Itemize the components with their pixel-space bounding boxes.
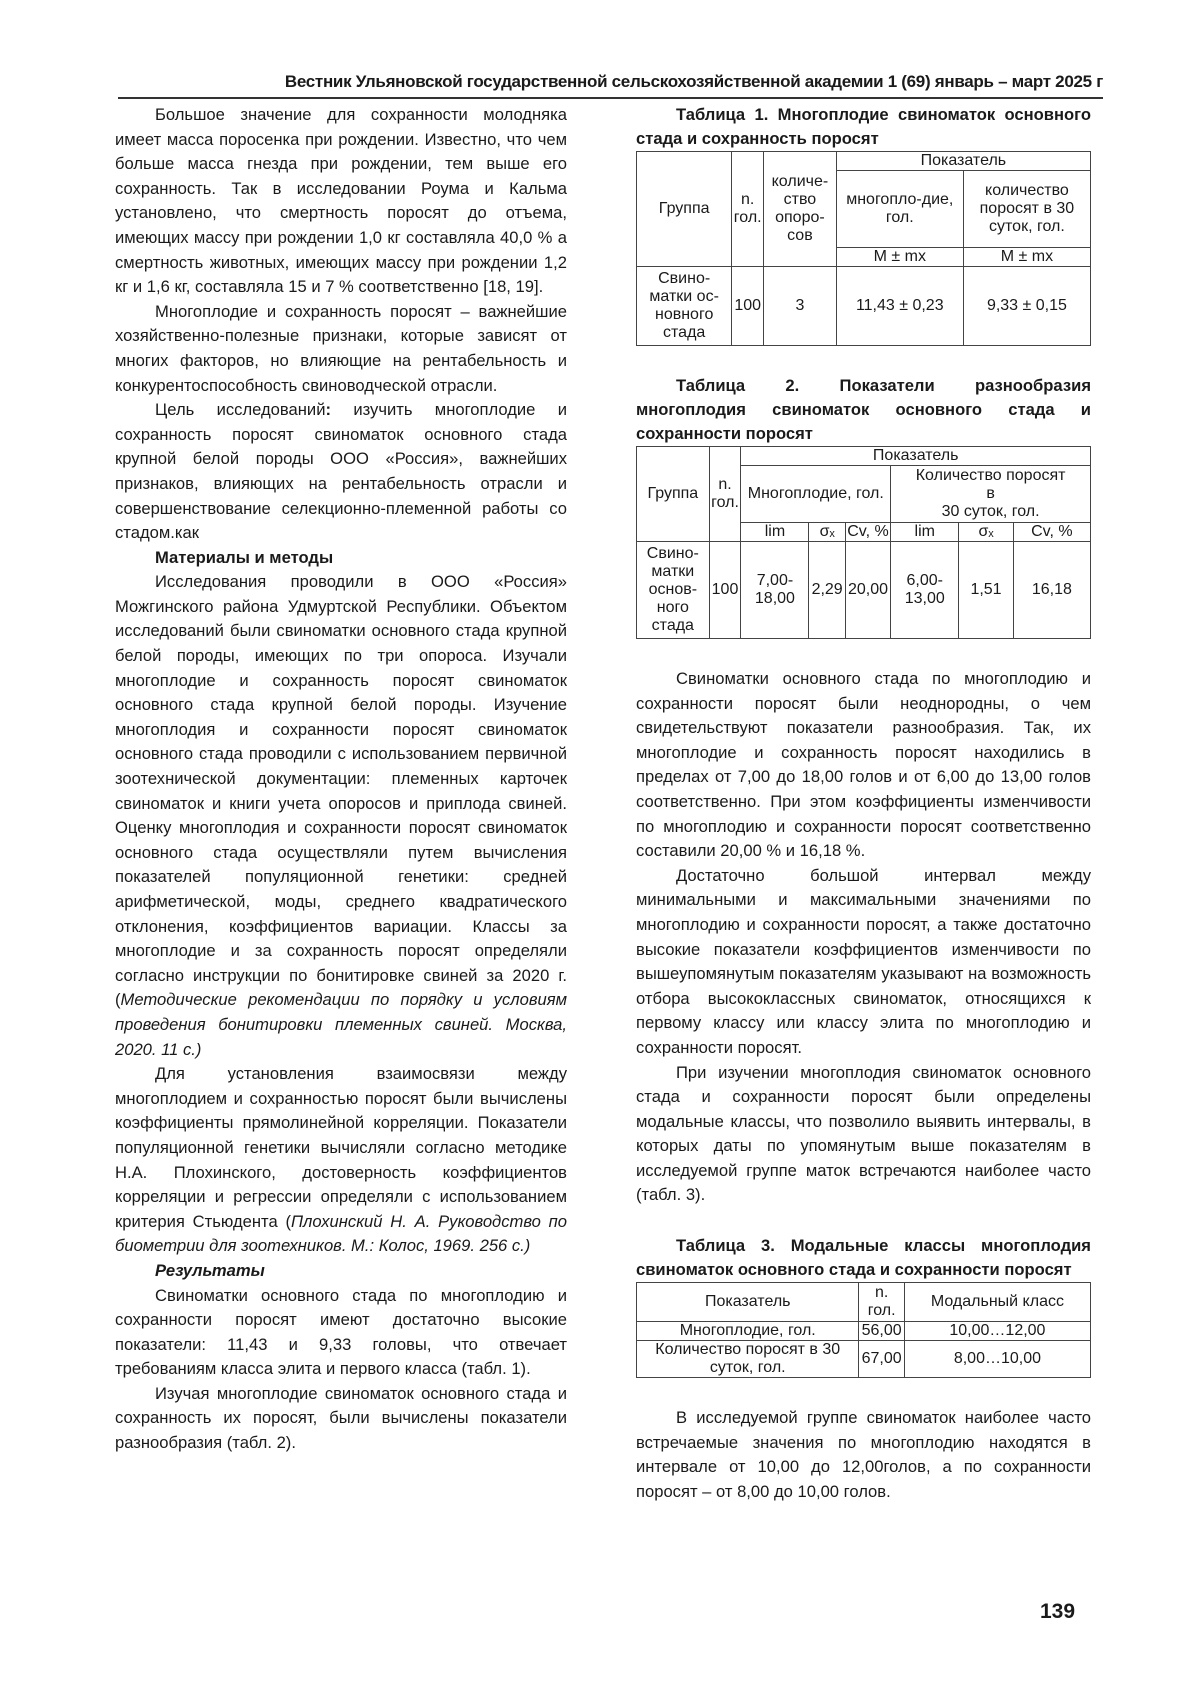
correlation-text: Для установления взаимосвязи между многоплодием и сохранностью поросят были вычислены коэффициенты прямолинейной корреляции. Показатели популяционной генетики вычисляли согласно методике Н.А. Плохинского, достоверность коэффициентов корреляции и регрессии определяли с использованием критерия Стьюдента ( xyxy=(115,1064,567,1231)
left-column xyxy=(115,103,567,1456)
t1-header-mean-1: M ± mx xyxy=(836,248,963,267)
section-heading-methods: Материалы и методы xyxy=(155,547,334,567)
paragraph-selection: Достаточно большой интервал между минимальными и максимальными значениями по многоплодию и сохранности поросят, а также достаточно высокие показатели коэффициентов изменчивости по вышеупомянутым показателям указывают на возможность отбора высококлассных свиноматок, относящихся к первому классу или классу элита по многоплодию и сохранности поросят. xyxy=(636,865,1091,1057)
t2-header-piglets30-line1: Количество поросят xyxy=(915,467,1066,484)
t2-cell-group: Свино-матки основ-ного стада xyxy=(637,542,710,639)
paragraph-conclusion: В исследуемой группе свиноматок наиболее часто встречаемые значения по многоплодию находятся в интервале от 10,00 до 12,00голов, а по сохранности поросят – от 8,00 до 10,00 голов. xyxy=(636,1408,1091,1501)
t3-cell-modal: 10,00…12,00 xyxy=(904,1322,1090,1341)
t2-header-lim-1: lim xyxy=(741,523,809,542)
methods-text: Исследования проводили в ООО «Россия» Можгинского района Удмуртской Республики. Объектом исследований были свиноматки основного стада крупной белой породы, имеющих по три опороса. Изучали многоплодие и сохранность поросят свиноматок основного стада крупной белой породы. Изучение многоплодия и сохранности поросят свиноматок основного стада проводили с использованием первичной зоотехнической документации: племенных карточек свиноматок и книги учета опоросов и приплода свиней. Оценку многоплодия и сохранности поросят свиноматок основного стада осуществляли путем вычисления показателей популяционной генетики: средней арифметической, моды, среднего квадратического отклонения, коэффициентов вариации. Классы за многоплодие и за сохранность поросят определяли согласно инструкции по бонитировке свиней за 2020 г. ( xyxy=(115,572,567,1010)
t1-cell-farrowings: 3 xyxy=(764,267,837,346)
t2-cell-prolificacy-cv: 20,00 xyxy=(845,542,890,639)
t1-header-prolificacy: многопло-дие, гол. xyxy=(836,171,963,248)
t2-cell-piglets30-sigma: 1,51 xyxy=(959,542,1013,639)
paragraph-aim xyxy=(115,398,567,546)
header-divider xyxy=(118,97,1103,99)
t1-cell-piglets30: 9,33 ± 0,15 xyxy=(963,267,1090,346)
table2-caption: Таблица 2. Показатели разнообразия многоплодия свиноматок основного стада и сохранности поросят xyxy=(636,376,1091,443)
table1-caption: Таблица 1. Многоплодие свиноматок основного стада и сохранность поросят xyxy=(636,105,1091,148)
t2-header-piglets30 xyxy=(891,466,1091,523)
t2-header-sigma-2: σₓ xyxy=(959,523,1013,542)
methods-reference: Методические рекомендации по порядку и условиям проведения бонитировки племенных свиней. Москва, 2020. 11 с.) xyxy=(115,990,567,1059)
t2-header-prolificacy: Многоплодие, гол. xyxy=(741,466,891,523)
table2 xyxy=(636,446,1091,639)
t2-cell-piglets30-cv: 16,18 xyxy=(1013,542,1090,639)
t2-header-n: n. гол. xyxy=(709,447,741,542)
paragraph-intro: Большое значение для сохранности молодняка имеет масса поросенка при рождении. Известно, что чем больше масса гнезда при рождении, тем выше его сохранность. Так в исследовании Роума и Кальма установлено, что смертность поросят до отъема, имеющих массу при рождении 1,0 кг составляла 40,0 % а смертность животных, имеющих массу при рождении 1,2 кг и 1,6 кг, составляла 15 и 7 % соответственно [18, 19]. xyxy=(115,105,567,297)
t2-header-piglets30-line3: 30 суток, гол. xyxy=(941,503,1040,520)
right-column xyxy=(636,103,1091,1504)
t2-header-group: Группа xyxy=(637,447,710,542)
paragraph-results: Свиноматки основного стада по многоплодию и сохранности поросят имеют достаточно высокие показатели: 11,43 и 9,33 головы, что отвечает требованиям класса элита и первого класса (табл. 1). xyxy=(115,1285,567,1379)
t2-header-indicator: Показатель xyxy=(741,447,1091,466)
aim-label: Цель исследований xyxy=(155,400,326,420)
table-row xyxy=(637,267,1091,346)
paragraph-traits: Многоплодие и сохранность поросят – важнейшие хозяйственно-полезные признаки, которые зависят от многих факторов, но влияющие на рентабельность и конкурентоспособность свиноводческой отрасли. xyxy=(115,301,567,395)
table-row xyxy=(637,1322,1091,1341)
aim-text: изучить многоплодие и сохранность поросят свиноматок основного стада крупной белой породы ООО «Россия», важнейших признаков, влияющих на рентабельность отрасли и совершенствование селекционно-племенной работы со стадом.как xyxy=(115,400,567,543)
t1-cell-prolificacy: 11,43 ± 0,23 xyxy=(836,267,963,346)
t3-header-n: n. гол. xyxy=(859,1283,904,1322)
t1-header-indicator: Показатель xyxy=(836,152,1090,171)
t1-cell-n: 100 xyxy=(732,267,764,346)
table3-caption: Таблица 3. Модальные классы многоплодия свиноматок основного стада и сохранности поросят xyxy=(636,1236,1091,1280)
paragraph-modal-classes: При изучении многоплодия свиноматок основного стада и сохранности поросят были определены модальные классы, что позволило выявить интервалы, в которых даты по упомянутым выше показателям в исследуемой группе маток встречаются наиболее часто (табл. 3). xyxy=(636,1062,1091,1205)
t3-cell-indicator: Количество поросят в 30 суток, гол. xyxy=(637,1341,859,1378)
t2-header-lim-2: lim xyxy=(891,523,959,542)
table-row xyxy=(637,542,1091,639)
t2-cell-piglets30-lim: 6,00-13,00 xyxy=(891,542,959,639)
t2-cell-prolificacy-lim: 7,00-18,00 xyxy=(741,542,809,639)
t1-header-farrowings: количе-ство опоро-сов xyxy=(764,152,837,267)
t2-header-piglets30-line2: в xyxy=(986,485,995,502)
t1-header-n: n. гол. xyxy=(732,152,764,267)
paragraph-diversity: Изучая многоплодие свиноматок основного стада и сохранность их поросят, были вычислены показатели разнообразия (табл. 2). xyxy=(115,1383,567,1453)
t2-header-cv-1: Cv, % xyxy=(847,523,889,540)
t1-header-mean-2: M ± mx xyxy=(963,248,1090,267)
aim-colon: : xyxy=(325,400,332,420)
t3-header-indicator: Показатель xyxy=(637,1283,859,1322)
journal-header: Вестник Ульяновской государственной сельскохозяйственной академии 1 (69) январь – март 2025 г xyxy=(284,72,1103,91)
t1-cell-group: Свино-матки ос-новного стада xyxy=(637,267,732,346)
t3-cell-indicator: Многоплодие, гол. xyxy=(637,1322,859,1341)
paragraph-heterogeneity: Свиноматки основного стада по многоплодию и сохранности поросят были неоднородны, о чем свидетельствуют показатели разнообразия. Так, их многоплодие и сохранность поросят находились в пределах от 7,00 до 18,00 голов и от 6,00 до 13,00 голов соответственно. При этом коэффициенты изменчивости по многоплодию и сохранности поросят соответственно составили 20,00 % и 16,18 %. xyxy=(636,669,1091,861)
correlation-reference: Плохинский Н. А. Руководство по биометрии для зоотехников. М.: Колос, 1969. 256 с.) xyxy=(115,1211,568,1256)
paragraph-methods xyxy=(115,570,567,1062)
table-row xyxy=(637,1341,1091,1378)
t3-cell-n: 67,00 xyxy=(859,1341,904,1378)
t3-cell-modal: 8,00…10,00 xyxy=(904,1341,1090,1378)
paragraph-correlation xyxy=(115,1062,567,1259)
t3-cell-n: 56,00 xyxy=(859,1322,904,1341)
table3 xyxy=(636,1282,1091,1378)
t2-header-cv-2: Cv, % xyxy=(1013,523,1090,542)
t2-header-sigma-1: σₓ xyxy=(809,523,845,542)
t1-header-piglets30: количество поросят в 30 суток, гол. xyxy=(963,171,1090,248)
page-number: 139 xyxy=(1040,1600,1076,1623)
t1-header-group: Группа xyxy=(637,152,732,267)
t2-cell-n: 100 xyxy=(709,542,741,639)
t3-header-modal: Модальный класс xyxy=(904,1283,1090,1322)
table1 xyxy=(636,151,1091,346)
t2-cell-prolificacy-sigma: 2,29 xyxy=(809,542,845,639)
section-heading-results: Результаты xyxy=(155,1260,265,1280)
